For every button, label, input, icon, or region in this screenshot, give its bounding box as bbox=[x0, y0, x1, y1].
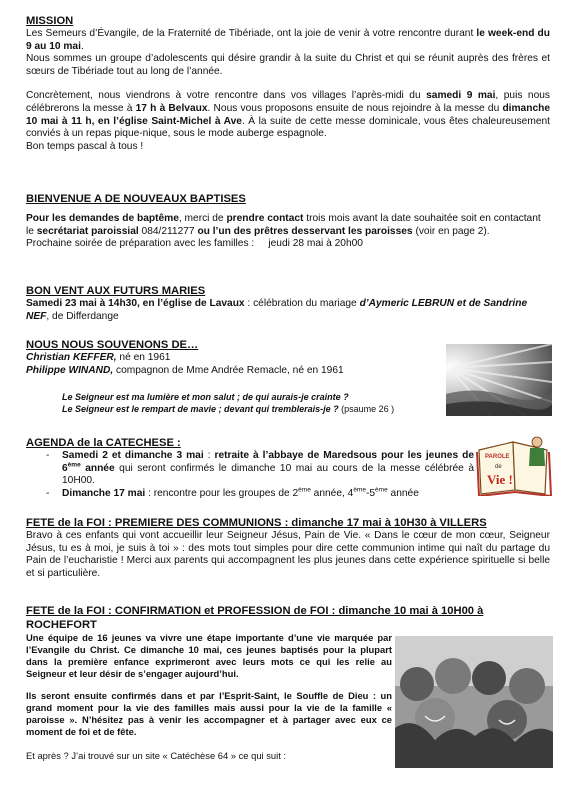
baptism-paragraph: Pour les demandes de baptême, merci de prendre contact trois mois avant la date souhaitée soit en contactant le secrétariat paroissial 084/211277 ou l’un des prêtres desservant les paroisses (voir en page 2). bbox=[26, 213, 541, 237]
memory-section bbox=[26, 338, 436, 415]
communion-section bbox=[26, 516, 550, 580]
mission-greeting: Bon temps pascal à tous ! bbox=[26, 140, 144, 152]
sun-rays-photo bbox=[446, 344, 552, 416]
mission-paragraph-1: Les Semeurs d’Évangile, de la Fraternité de Tibériade, ont la joie de venir à votre rencontre durant le week-end du 9 au 10 mai. bbox=[26, 28, 550, 52]
mission-section bbox=[26, 14, 550, 153]
memory-person-2: Philippe WINAND, compagnon de Mme Andrée Remacle, né en 1961 bbox=[26, 364, 344, 376]
memory-psalm-line-1: Le Seigneur est ma lumière et mon salut ; de qui aurais-je crainte ? bbox=[62, 392, 349, 403]
communion-title: FETE de la FOI : PREMIERE DES COMMUNIONS : dimanche 17 mai à 10H30 à VILLERS bbox=[26, 517, 487, 529]
parole-de-vie-illustration bbox=[475, 432, 555, 496]
book-vie-text: Vie ! bbox=[487, 472, 513, 487]
confirmation-paragraph-1: Une équipe de 16 jeunes va vivre une étape importante d’une vie marquée par l’Evangile du Christ. Ce dimanche 10 mai, ces jeunes baptisés pour la plupart dans la première enfance exprimeront avec leurs mots ce qui les relie au Seigneur et leur désir de s’engager aujourd’hui. bbox=[26, 632, 392, 679]
mission-paragraph-2: Nous sommes un groupe d’adolescents qui désire grandir à la suite du Christ et qui se réunit auprès des frères et sœurs de Tibériade tout au long de l’année. bbox=[26, 53, 550, 77]
agenda-item-1: - Samedi 2 et dimanche 3 mai : retraite à l’abbaye de Maredsous pour les jeunes de 6ème année qui seront confirmés le dimanche 10 mai au cours de la messe célébrée à 10H00. bbox=[26, 450, 474, 488]
confirmation-place: ROCHEFORT bbox=[26, 619, 97, 631]
mission-paragraph-3: Concrètement, nous viendrons à votre rencontre dans vos villages l’après-midi du samedi 9 mai, puis nous célébrerons la messe à 17 h à Belvaux. Nous vous proposons ensuite de nous rejoindre à la messe du dimanche 10 mai à 11 h, en l’église Saint-Michel à Ave. À la suite de cette messe dominicale, vous êtes chaleureusement conviés à un repas pique-nique, sous le mode auberge espagnole. bbox=[26, 90, 551, 140]
mission-title: MISSION bbox=[26, 15, 74, 27]
youth-group-photo bbox=[395, 636, 553, 768]
baptism-next-session: Prochaine soirée de préparation avec les familles : jeudi 28 mai à 20h00 bbox=[26, 238, 363, 250]
confirmation-title: FETE de la FOI : CONFIRMATION et PROFESSION de FOI : dimanche 10 mai à 10H00 à bbox=[26, 605, 484, 617]
book-parole-text: PAROLE bbox=[485, 454, 510, 460]
agenda-title: AGENDA de la CATECHESE : bbox=[26, 437, 181, 449]
agenda-section bbox=[26, 436, 474, 500]
communion-paragraph: Bravo à ces enfants qui vont accueillir leur Seigneur Jésus, Pain de Vie. « Dans le cœur de mon cœur, Seigneur Jésus, tu es à moi, je suis à toi » : des mots tout simples pour dire cette communion intime qui naît du partage du Pain de l’eucharistie ! Merci aux parents qui accompagnent les plus jeunes dans cette expérience spirituelle si belle et si particulière. bbox=[26, 530, 550, 579]
baptism-title: BIENVENUE A DE NOUVEAUX BAPTISES bbox=[26, 193, 246, 205]
baptism-section bbox=[26, 192, 550, 251]
memory-title: NOUS NOUS SOUVENONS DE… bbox=[26, 339, 199, 351]
marriage-paragraph: Samedi 23 mai à 14h30, en l’église de Lavaux : célébration du mariage d’Aymeric LEBRUN et de Sandrine NEF, de Differdange bbox=[26, 298, 528, 322]
memory-person-1: Christian KEFFER, né en 1961 bbox=[26, 352, 171, 363]
marriage-section bbox=[26, 284, 550, 323]
agenda-item-2: - Dimanche 17 mai : rencontre pour les groupes de 2ème année, 4ème-5ème année bbox=[26, 488, 474, 501]
book-de-text: de bbox=[495, 464, 502, 470]
confirmation-paragraph-3: Et après ? J’ai trouvé sur un site « Catéchèse 64 » ce qui suit : bbox=[26, 750, 287, 761]
marriage-title: BON VENT AUX FUTURS MARIES bbox=[26, 285, 206, 297]
confirmation-paragraph-2: Ils seront ensuite confirmés dans et par l’Esprit-Saint, le Souffle de Dieu : un grand moment pour la vie des familles mais aussi pour la vie de la famille « paroisse ». N’hésitez pas à venir les accompagner et à partager avec eux ce moment de foi et de fête. bbox=[26, 690, 392, 737]
memory-psalm-line-2: Le Seigneur est le rempart de mavie ; devant qui tremblerais-je ? (psaume 26 ) bbox=[62, 404, 395, 415]
